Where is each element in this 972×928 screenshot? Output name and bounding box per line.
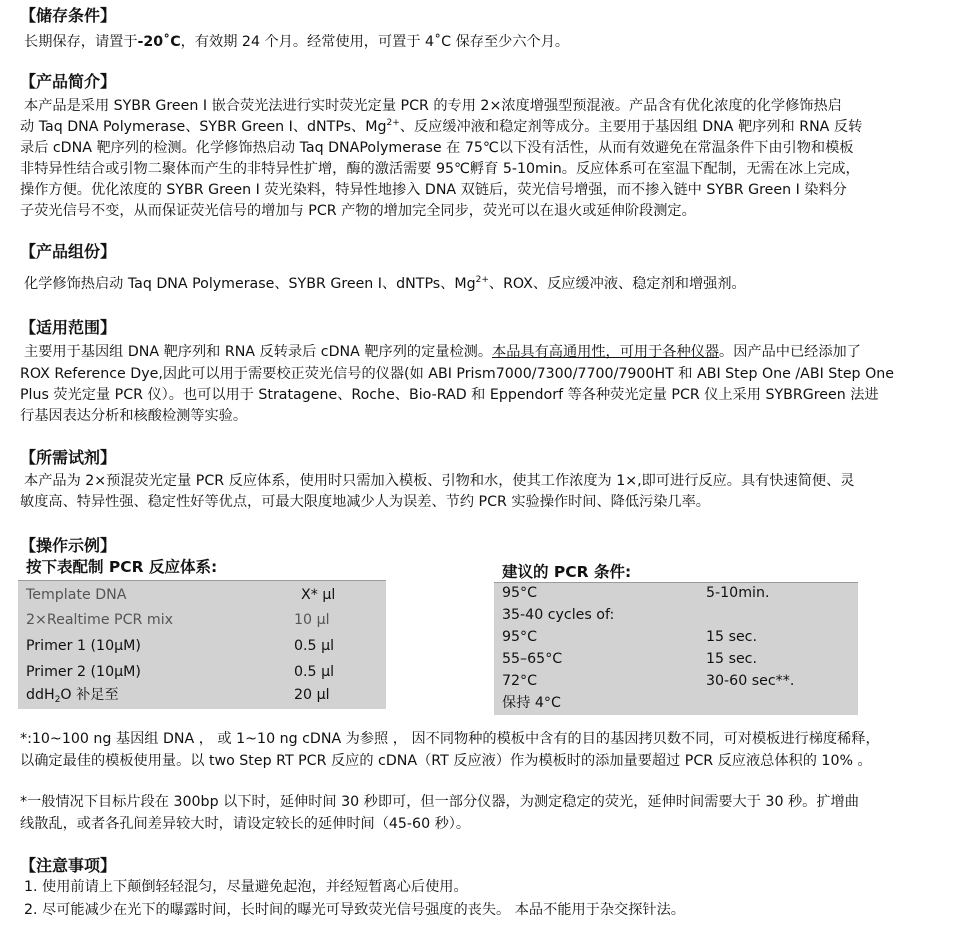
components-heading: 【产品组份】 — [20, 242, 117, 261]
example-heading: 【操作示例】 — [20, 536, 117, 555]
reaction-row-amount: 0.5 μl — [294, 638, 335, 654]
intro-line-3: 录后 cDNA 靶序列的检测。化学修饰热启动 Taq DNAPolymerase 在 75℃以下没有活性，从而有效避免在常温条件下由引物和模板 — [20, 140, 854, 156]
intro-heading: 【产品简介】 — [20, 72, 117, 91]
reaction-table — [18, 580, 386, 709]
storage-heading: 【储存条件】 — [20, 6, 117, 25]
reagents-line-2: 敏度高、特异性强、稳定性好等优点，可最大限度地减少人为误差、节约 PCR 实验操作时间、降低污染几率。 — [20, 494, 710, 510]
reaction-row-name: ddH$_2$O 补足至 — [26, 687, 119, 705]
conditions-row-time: 15 sec. — [706, 651, 757, 667]
conditions-row-temp: 95°C — [502, 629, 538, 645]
reaction-row-name: 2×Realtime PCR mix — [26, 612, 174, 628]
scope-line-3: Plus 荧光定量 PCR 仪）。也可以用于 Stratagene、Roche、Bio-RAD 和 Eppendorf 等各种荧光定量 PCR 仪上采用 SYBRGreen 法进 — [20, 387, 879, 403]
cautions-heading: 【注意事项】 — [20, 856, 117, 875]
scope-underlined-claim: 本品具有高通用性，可用于各种仪器 — [492, 344, 720, 360]
scope-line-4: 行基因表达分析和核酸检测等实验。 — [20, 408, 248, 424]
conditions-row-temp: 35-40 cycles of: — [502, 607, 615, 623]
reaction-row-name: Primer 1 (10μM) — [26, 638, 141, 654]
conditions-row-time: 30-60 sec**. — [706, 673, 795, 689]
conditions-row-temp: 72°C — [502, 673, 538, 689]
scope-line-2: ROX Reference Dye,因此可以用于需要校正荧光信号的仪器(如 ABI Prism7000/7300/7700/7900HT 和 ABI Step One /ABI Step One — [20, 366, 894, 382]
reaction-row-amount: X* μl — [301, 587, 336, 603]
caution-item-1: 1. 使用前请上下颠倒轻轻混匀，尽量避免起泡，并经短暂离心后使用。 — [24, 879, 468, 895]
storage-text: 长期保存，请置于-20˚C，有效期 24 个月。经常使用，可置于 4˚C 保存至少六个月。 — [24, 34, 570, 50]
reaction-row-name: Primer 2 (10μM) — [26, 664, 141, 680]
intro-line-2: 动 Taq DNA Polymerase、SYBR Green I、dNTPs、$Mg^{2+}$、反应缓冲液和稳定剂等成分。主要用于基因组 DNA 靶序列和 RNA 反转 — [20, 118, 863, 135]
conditions-row-time: 5-10min. — [706, 585, 770, 601]
reaction-table-title: 按下表配制 PCR 反应体系: — [26, 558, 218, 576]
conditions-row-temp: 保持 4°C — [502, 695, 561, 711]
conditions-row-temp: 95°C — [502, 585, 538, 601]
components-text: 化学修饰热启动 Taq DNA Polymerase、SYBR Green I、dNTPs、$Mg^{2+}$、ROX、反应缓冲液、稳定剂和增强剂。 — [24, 275, 746, 292]
conditions-table-title: 建议的 PCR 条件: — [502, 563, 632, 581]
reaction-row-amount: 10 μl — [294, 612, 330, 628]
note-2-line-2: 线散乱，或者各孔间差异较大时，请设定较长的延伸时间（45-60 秒）。 — [20, 816, 471, 832]
intro-line-5: 操作方便。优化浓度的 SYBR Green I 荧光染料，特异性地掺入 DNA 双链后，荧光信号增强，而不掺入链中 SYBR Green I 染料分 — [20, 182, 847, 198]
conditions-row-temp: 55–65°C — [502, 651, 563, 667]
reagents-heading: 【所需试剂】 — [20, 448, 117, 467]
caution-item-2: 2. 尽可能减少在光下的曝露时间，长时间的曝光可导致荧光信号强度的丧失。 本品不能用于杂交探针法。 — [24, 902, 685, 918]
reaction-row-amount: 20 μl — [294, 687, 330, 703]
note-1-line-2: 以确定最佳的模板使用量。以 two Step RT PCR 反应的 cDNA（RT 反应液）作为模板时的添加量要超过 PCR 反应液总体积的 10% 。 — [20, 753, 872, 769]
intro-line-1: 本产品是采用 SYBR Green I 嵌合荧光法进行实时荧光定量 PCR 的专用 2×浓度增强型预混液。产品含有优化浓度的化学修饰热启 — [24, 98, 842, 114]
note-2-line-1: *一般情况下目标片段在 300bp 以下时，延伸时间 30 秒即可，但一部分仪器，为测定稳定的荧光，延伸时间需要大于 30 秒。扩增曲 — [20, 794, 859, 810]
reaction-row-name: Template DNA — [26, 587, 127, 603]
scope-heading: 【适用范围】 — [20, 318, 117, 337]
conditions-table — [494, 582, 858, 715]
reaction-row-amount: 0.5 μl — [294, 664, 335, 680]
conditions-row-time: 15 sec. — [706, 629, 757, 645]
reagents-line-1: 本产品为 2×预混荧光定量 PCR 反应体系，使用时只需加入模板、引物和水，使其工作浓度为 1×,即可进行反应。具有快速简便、灵 — [24, 473, 855, 489]
intro-line-4: 非特异性结合或引物二聚体而产生的非特异性扩增，酶的激活需要 95℃孵育 5-10min。反应体系可在室温下配制，无需在冰上完成， — [20, 161, 860, 177]
storage-temp: -20˚C — [137, 34, 181, 50]
scope-line-1: 主要用于基因组 DNA 靶序列和 RNA 反转录后 cDNA 靶序列的定量检测。本品具有高通用性，可用于各种仪器。因产品中已经添加了 — [24, 344, 861, 360]
intro-line-6: 子荧光信号不变，从而保证荧光信号的增加与 PCR 产物的增加完全同步，荧光可以在退火或延伸阶段测定。 — [20, 203, 696, 219]
note-1-line-1: *:10~100 ng 基因组 DNA ， 或 1~10 ng cDNA 为参照 ， 因不同物种的模板中含有的目的基因拷贝数不同，可对模板进行梯度稀释， — [20, 731, 880, 747]
